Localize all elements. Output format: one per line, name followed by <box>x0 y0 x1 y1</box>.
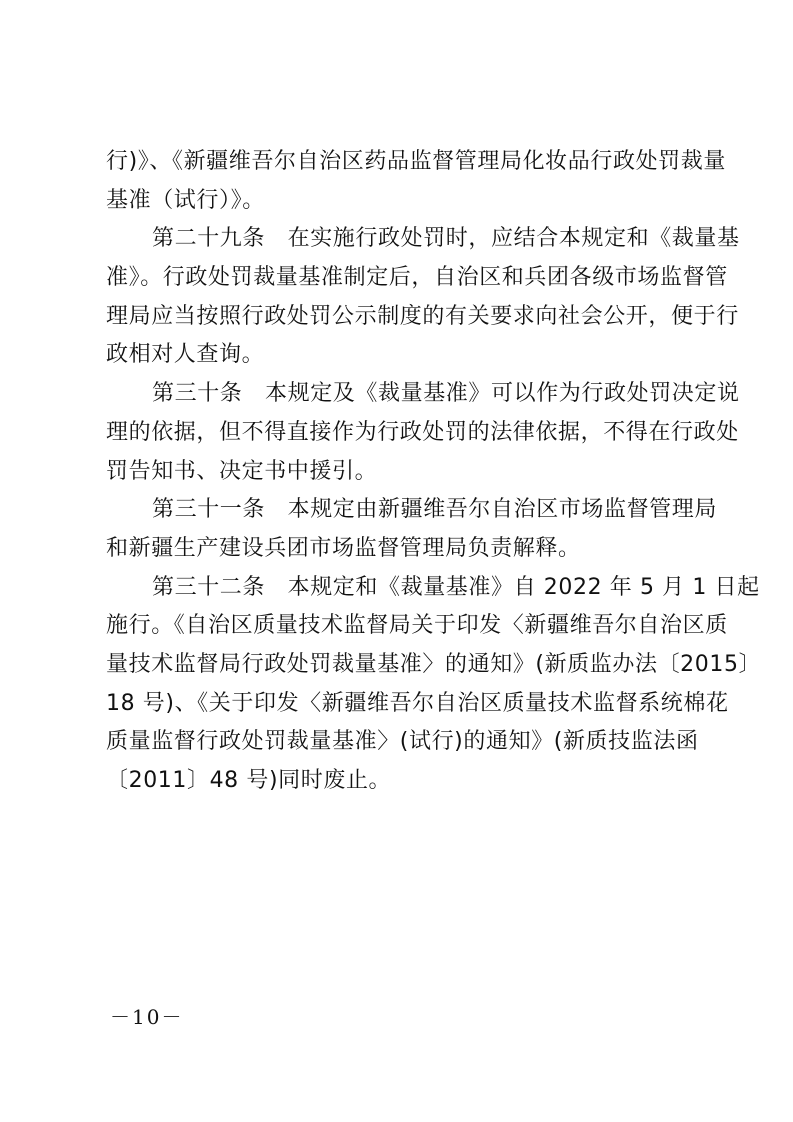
article-31-heading-line: 第三十一条 本规定由新疆维吾尔自治区市场监督管理局 <box>152 497 718 523</box>
page-number: －10－ <box>110 1005 184 1029</box>
text-line: 罚告知书、决定书中援引。 <box>106 458 378 484</box>
text-line: 和新疆生产建设兵团市场监督管理局负责解释。 <box>106 535 581 561</box>
article-29-heading-line: 第二十九条 在实施行政处罚时，应结合本规定和《裁量基 <box>152 226 740 252</box>
text-line: 理的依据，但不得直接作为行政处罚的法律依据，不得在行政处 <box>106 419 739 445</box>
article-32-heading-line: 第三十二条 本规定和《裁量基准》自 2022 年 5 月 1 日起 <box>152 574 760 600</box>
text-line: 基准（试行）》。 <box>106 187 265 213</box>
text-line: 量技术监督局行政处罚裁量基准〉的通知》(新质监办法〔2015〕 <box>106 651 762 677</box>
regulation-body-text <box>106 143 762 801</box>
text-line: 准》。行政处罚裁量基准制定后，自治区和兵团各级市场监督管 <box>106 265 728 291</box>
text-line: 政相对人查询。 <box>106 342 265 368</box>
text-line: 质量监督行政处罚裁量基准〉(试行)的通知》(新质技监法函 <box>106 729 699 755</box>
text-line: 18 号)、《关于印发〈新疆维吾尔自治区质量技术监督系统棉花 <box>106 690 729 716</box>
text-line: 理局应当按照行政处罚公示制度的有关要求向社会公开，便于行 <box>106 303 739 329</box>
text-line: 〔2011〕48 号)同时废止。 <box>106 768 392 793</box>
article-30-heading-line: 第三十条 本规定及《裁量基准》可以作为行政处罚决定说 <box>152 381 740 407</box>
text-line: 行)》、《新疆维吾尔自治区药品监督管理局化妆品行政处罚裁量 <box>106 149 726 174</box>
text-line: 施行。《自治区质量技术监督局关于印发〈新疆维吾尔自治区质 <box>106 613 728 639</box>
